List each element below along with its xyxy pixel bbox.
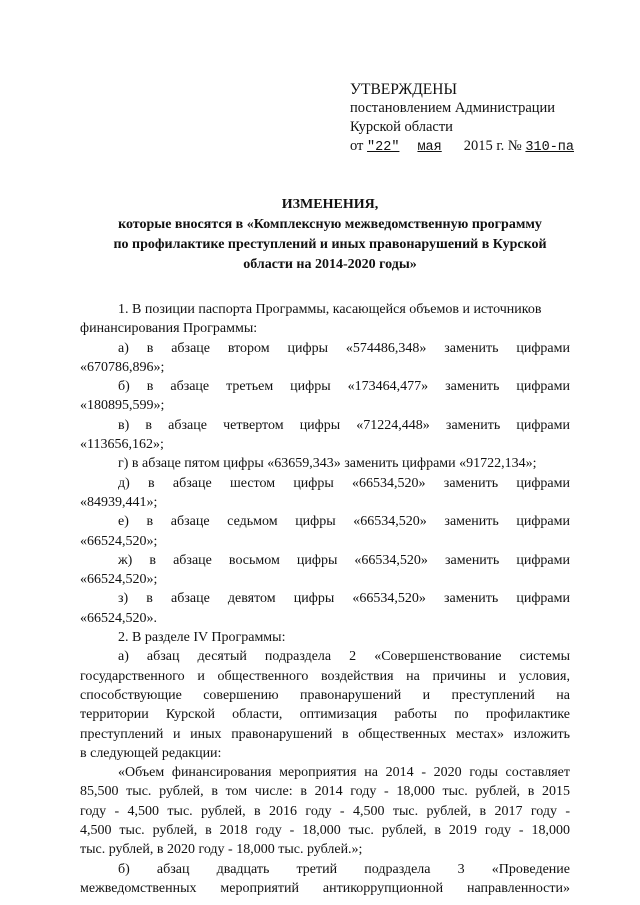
body-line: з) в абзаце девятом цифры «66534,520» заменить цифрами xyxy=(118,591,570,607)
body-line: территории Курской области, оптимизация работы по профилактике xyxy=(80,707,570,723)
body-line: «66524,520»; xyxy=(80,533,158,549)
body-line: «66524,520»; xyxy=(80,572,158,588)
body-line: в) в абзаце четвертом цифры «71224,448» заменить цифрами xyxy=(118,417,570,433)
body-line: в следующей редакции: xyxy=(80,745,222,761)
heading-line-1: которые вносятся в «Комплексную межведомственную программу xyxy=(118,217,542,232)
document-heading xyxy=(80,195,580,275)
body-line: тыс. рублей, в 2020 году - 18,000 тыс. рублей.»; xyxy=(80,842,363,858)
body-line: а) в абзаце втором цифры «574486,348» заменить цифрами xyxy=(118,340,570,356)
approval-date-line xyxy=(350,137,574,157)
body-line: а) абзац десятый подраздела 2 «Совершенствование системы xyxy=(118,649,570,665)
body-line: б) абзац двадцать третий подраздела 3 «Проведение xyxy=(118,861,570,877)
approval-date-prefix: от xyxy=(350,138,368,154)
body-line: 2. В разделе IV Программы: xyxy=(118,630,286,646)
body-line: «670786,896»; xyxy=(80,359,165,375)
heading-line-2: по профилактике преступлений и иных правонарушений в Курской xyxy=(113,237,547,252)
approval-day: "22" xyxy=(367,140,400,155)
body-line: 1. В позиции паспорта Программы, касающейся объемов и источников xyxy=(118,302,542,317)
body-line: государственного и общественного воздействия на причины и условия, xyxy=(80,668,570,684)
approval-year: 2015 г. № xyxy=(463,138,522,154)
heading-title: ИЗМЕНЕНИЯ, xyxy=(281,197,379,212)
body-line: межведомственных мероприятий антикоррупционной направленности» xyxy=(80,880,570,896)
body-line: 4,500 тыс. рублей, в 2018 году - 18,000 тыс. рублей, в 2019 году - 18,000 xyxy=(80,823,570,839)
body-line: д) в абзаце шестом цифры «66534,520» заменить цифрами xyxy=(118,475,570,491)
body-line: «66524,520». xyxy=(80,610,157,626)
body-line: е) в абзаце седьмом цифры «66534,520» заменить цифрами xyxy=(118,514,570,530)
body-line: «180895,599»; xyxy=(80,398,165,414)
body-line: способствующие совершению правонарушений и преступлений на xyxy=(80,687,570,703)
body-line: «Объем финансирования мероприятия на 2014 - 2020 годы составляет xyxy=(118,765,570,781)
approval-line-2: Курской области xyxy=(350,119,453,135)
heading-line-3: области на 2014-2020 годы» xyxy=(243,257,417,272)
document-body xyxy=(80,300,570,898)
approval-title: УТВЕРЖДЕНЫ xyxy=(350,81,457,98)
body-line: «84939,441»; xyxy=(80,494,158,510)
approval-number: 310-па xyxy=(525,140,575,155)
body-line: б) в абзаце третьем цифры «173464,477» заменить цифрами xyxy=(118,379,570,395)
approval-stamp xyxy=(350,80,574,157)
body-line: г) в абзаце пятом цифры «63659,343» заменить цифрами «91722,134»; xyxy=(118,456,537,472)
body-line: 85,500 тыс. рублей, в том числе: в 2014 году - 18,000 тыс. рублей, в 2015 xyxy=(80,784,570,800)
approval-line-1: постановлением Администрации xyxy=(350,100,556,116)
approval-month: мая xyxy=(417,140,442,155)
body-line: финансирования Программы: xyxy=(80,321,258,337)
body-line: году - 4,500 тыс. рублей, в 2016 году - 4,500 тыс. рублей, в 2017 году - xyxy=(80,803,570,819)
body-line: ж) в абзаце восьмом цифры «66534,520» заменить цифрами xyxy=(118,552,570,568)
body-line: преступлений и иных правонарушений в общественных местах» изложить xyxy=(80,726,570,742)
body-line: «113656,162»; xyxy=(80,437,164,453)
